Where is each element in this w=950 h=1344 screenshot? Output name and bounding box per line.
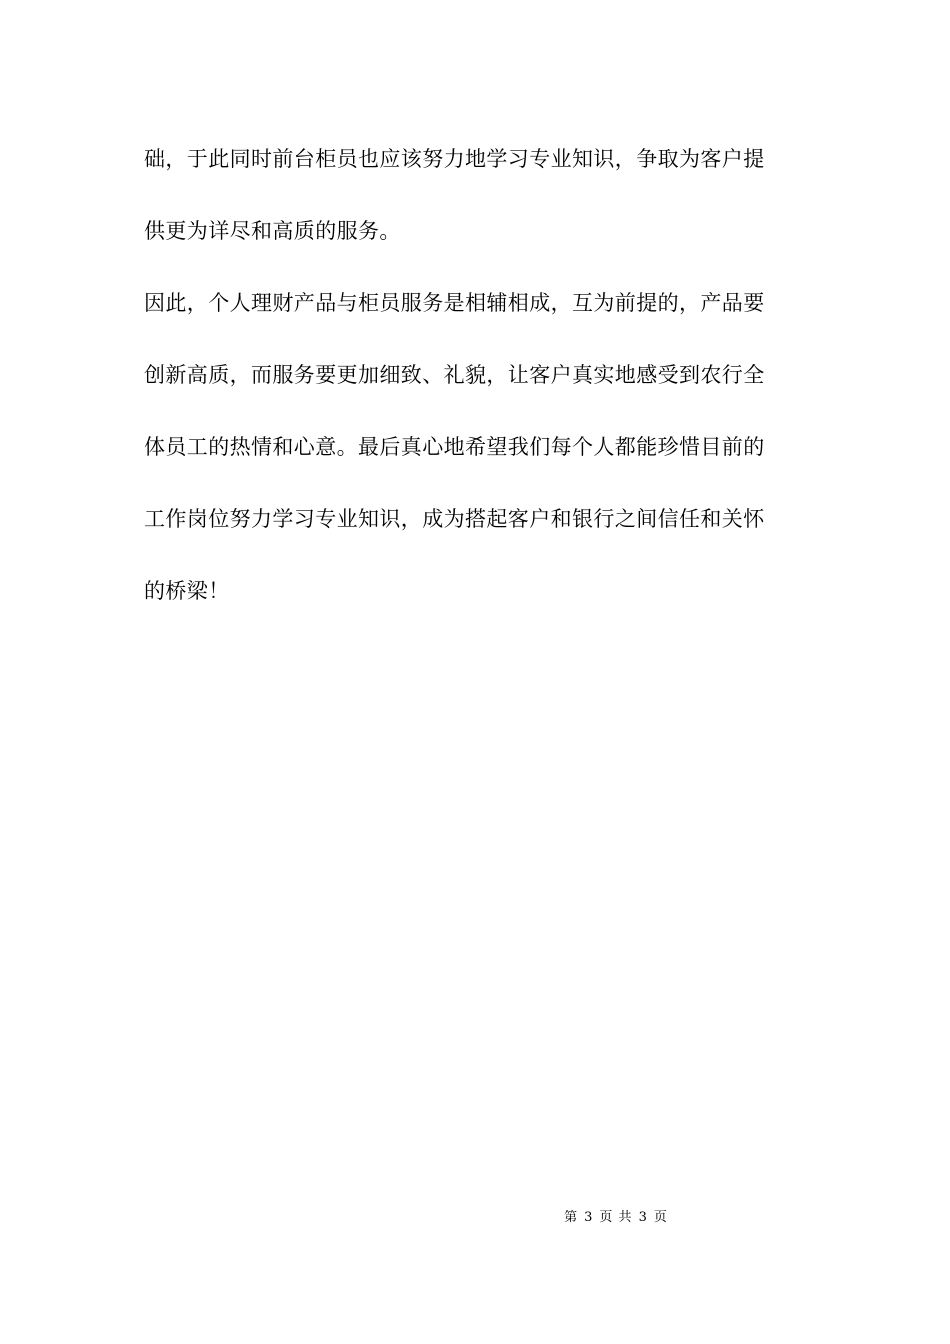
paragraph-line-4: 创新高质，而服务要更加细致、礼貌，让客户真实地感受到农行全 xyxy=(144,363,765,387)
paragraph-line-1: 础，于此同时前台柜员也应该努力地学习专业知识，争取为客户提 xyxy=(144,147,765,171)
page-label-mid: 页 共 xyxy=(599,1210,633,1225)
page-number xyxy=(561,1210,671,1225)
total-pages: 3 xyxy=(638,1210,648,1225)
paragraph-line-5: 体员工的热情和心意。最后真心地希望我们每个人都能珍惜目前的 xyxy=(144,435,765,459)
paragraph-line-2: 供更为详尽和高质的服务。 xyxy=(144,219,401,243)
paragraph-line-6: 工作岗位努力学习专业知识，成为搭起客户和银行之间信任和关怀 xyxy=(144,507,765,531)
page-footer xyxy=(0,1209,950,1227)
page-label-suffix: 页 xyxy=(653,1210,668,1225)
page-label-prefix: 第 xyxy=(564,1210,579,1225)
paragraph-line-7: 的桥梁！ xyxy=(144,579,230,603)
paragraph-line-3: 因此，个人理财产品与柜员服务是相辅相成，互为前提的，产品要 xyxy=(144,291,765,315)
current-page: 3 xyxy=(584,1210,594,1225)
